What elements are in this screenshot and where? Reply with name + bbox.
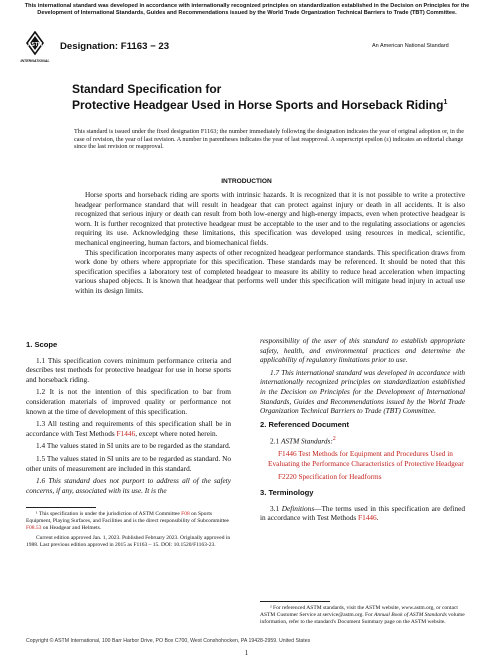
reference-f2220: F2220 Specification for Headforms: [278, 471, 382, 481]
copyright-footer: Copyright © ASTM International, 100 Barr Harbor Drive, PO Box C700, West Conshohocken, PA 19428-2959. United States: [26, 638, 311, 644]
ref-f1446-link[interactable]: F1446: [278, 449, 297, 459]
svg-text:INTERNATIONAL: INTERNATIONAL: [20, 59, 50, 63]
terminology-3-1: 3.1 Definitions—The terms used in this specification are defined in accordance with Test Methods F1446.: [260, 503, 465, 523]
scope-heading: 1. Scope: [26, 340, 58, 349]
introduction-text: [75, 190, 465, 296]
title-line-2: Protective Headgear Used in Horse Sports and Horseback Riding$^1$: [72, 98, 448, 112]
scope-1-6-continued: responsibility of the user of this standard to establish appropriate safety, health, and environmental practices and determine the applicability of regulatory limitations prior to use.: [260, 336, 465, 365]
issued-note: This standard is issued under the fixed designation F1163; the number immediately following the designation indicates the year of original adoption or, in the case of revision, the year of last revision. A number in parentheses indicates the year of last reapproval. A superscript epsilon (ε) indicates an editorial change since the last revision or reapproval.: [74, 128, 464, 151]
scope-1-7: 1.7 This international standard was developed in accordance with internationally recognized principles on standardization established in the Decision on Principles for the Development of International Standards, Guides and Recommendations issued by the World Trade Organization Technical Barriers to Trade (TBT) Committee.: [260, 367, 465, 416]
footnote-2: ² For referenced ASTM standards, visit the ASTM website, www.astm.org, or contact ASTM Customer Service at service@astm.org. For Annual Book of ASTM Standards volume information, refer to the standard's Document Summary page on the ASTM website.: [260, 604, 465, 625]
page-number: 1: [244, 649, 249, 657]
scope-1-5: 1.5 The values stated in SI units are to be regarded as standard. No other units of measurement are included in this standard.: [26, 453, 231, 473]
ref-f2220-link[interactable]: F2220: [278, 471, 297, 481]
designation: Designation: F1163 − 23: [60, 41, 170, 52]
footnote-divider-right: [260, 601, 330, 602]
introduction-heading: INTRODUCTION: [221, 178, 272, 185]
footnote-divider: [26, 507, 96, 508]
scope-1-6: 1.6 This standard does not purport to address all of the safety concerns, if any, associated with its use. It is the: [26, 476, 231, 495]
footnote-1-approval: Current edition approved Jan. 1, 2023. Published February 2023. Originally approved in 1988. Last previous edition approved in 2015 as F1163 – 15. DOI: 10.1520/F1163-23.: [26, 535, 231, 548]
term-f1446-link[interactable]: F1446: [358, 513, 377, 523]
introduction-paragraph-1: Horse sports and horseback riding are sports with intrinsic hazards. It is recognized that it is not possible to write a protective headgear performance standard that will result in headgear that can protect against injury or death in all accidents. It is also recognized that serious injury or death can result from both low-energy and high-energy impacts, even when protective headgear is worn. It is further recognized that protective headgear must be acceptable to the user and to the regulating associations or agencies requiring its use. Acknowledging these limitations, this specification was developed using resources in medical, scientific, mechanical engineering, human factors, and biomechanical fields.: [75, 190, 465, 247]
scope-1-2: 1.2 It is not the intention of this specification to bar from consideration materials of improved quality or performance not known at the time of development of this specification.: [26, 387, 231, 416]
scope-1-1: 1.1 This specification covers minimum performance criteria and describes test methods for protective headgear for use in horse sports and horseback riding.: [26, 355, 231, 384]
title-footnote-mark: 1: [443, 99, 448, 106]
reference-f1446: F1446 Test Methods for Equipment and Procedures Used in Evaluating the Performance Characteristics of Protective Headgear: [268, 449, 464, 468]
title-line-1: Standard Specification for: [72, 82, 222, 96]
left-column: [26, 336, 231, 552]
footnote-1: ¹ This specification is under the jurisdiction of ASTM Committee F08 on Sports Equipment, Playing Surfaces, and Facilities and is the direct responsibility of Subcommittee F08.53 on Headgear and Helmets.: [26, 511, 230, 532]
svg-text:ASTM: ASTM: [27, 42, 43, 48]
top-notice: This international standard was developed in accordance with internationally recognized principles on standardization established in the Decision on Principles for the Development of International Standards, Guides and Recommendations issued by the World Trade Organization Technical Barriers to Trade (TBT) Committee.: [24, 3, 470, 16]
referenced-document-heading: 2. Referenced Document: [260, 419, 350, 429]
astm-logo: [20, 31, 50, 69]
document-title: [72, 82, 452, 112]
scope-1-4: 1.4 The values stated in SI units are to be regarded as the standard.: [36, 441, 231, 451]
scope-1-3: 1.3 All testing and requirements of this specification shall be in accordance with Test Methods F1446, except where noted herein.: [26, 419, 231, 438]
astm-standards-subheading: 2.1 ASTM Standards:$^2$: [270, 436, 336, 446]
introduction-paragraph-2: This specification incorporates many aspects of other recognized headgear performance standards. This specification draws from work done by others where appropriate for this specification. These standards may be referenced. It should be noted that this specification specifies a laboratory test of completed headgear to measure its ability to reduce head acceleration when impacting various shaped objects. It is known that headgear that performs well under this specification will mitigate head injury in actual use within its design limits.: [75, 247, 465, 295]
american-national-standard-label: An American National Standard: [372, 43, 449, 49]
terminology-heading: 3. Terminology: [260, 488, 314, 498]
f08-link[interactable]: F08: [181, 511, 190, 518]
right-column: [260, 336, 465, 629]
f08-53-link[interactable]: F08.53: [26, 525, 42, 532]
f1446-link[interactable]: F1446: [116, 428, 136, 438]
